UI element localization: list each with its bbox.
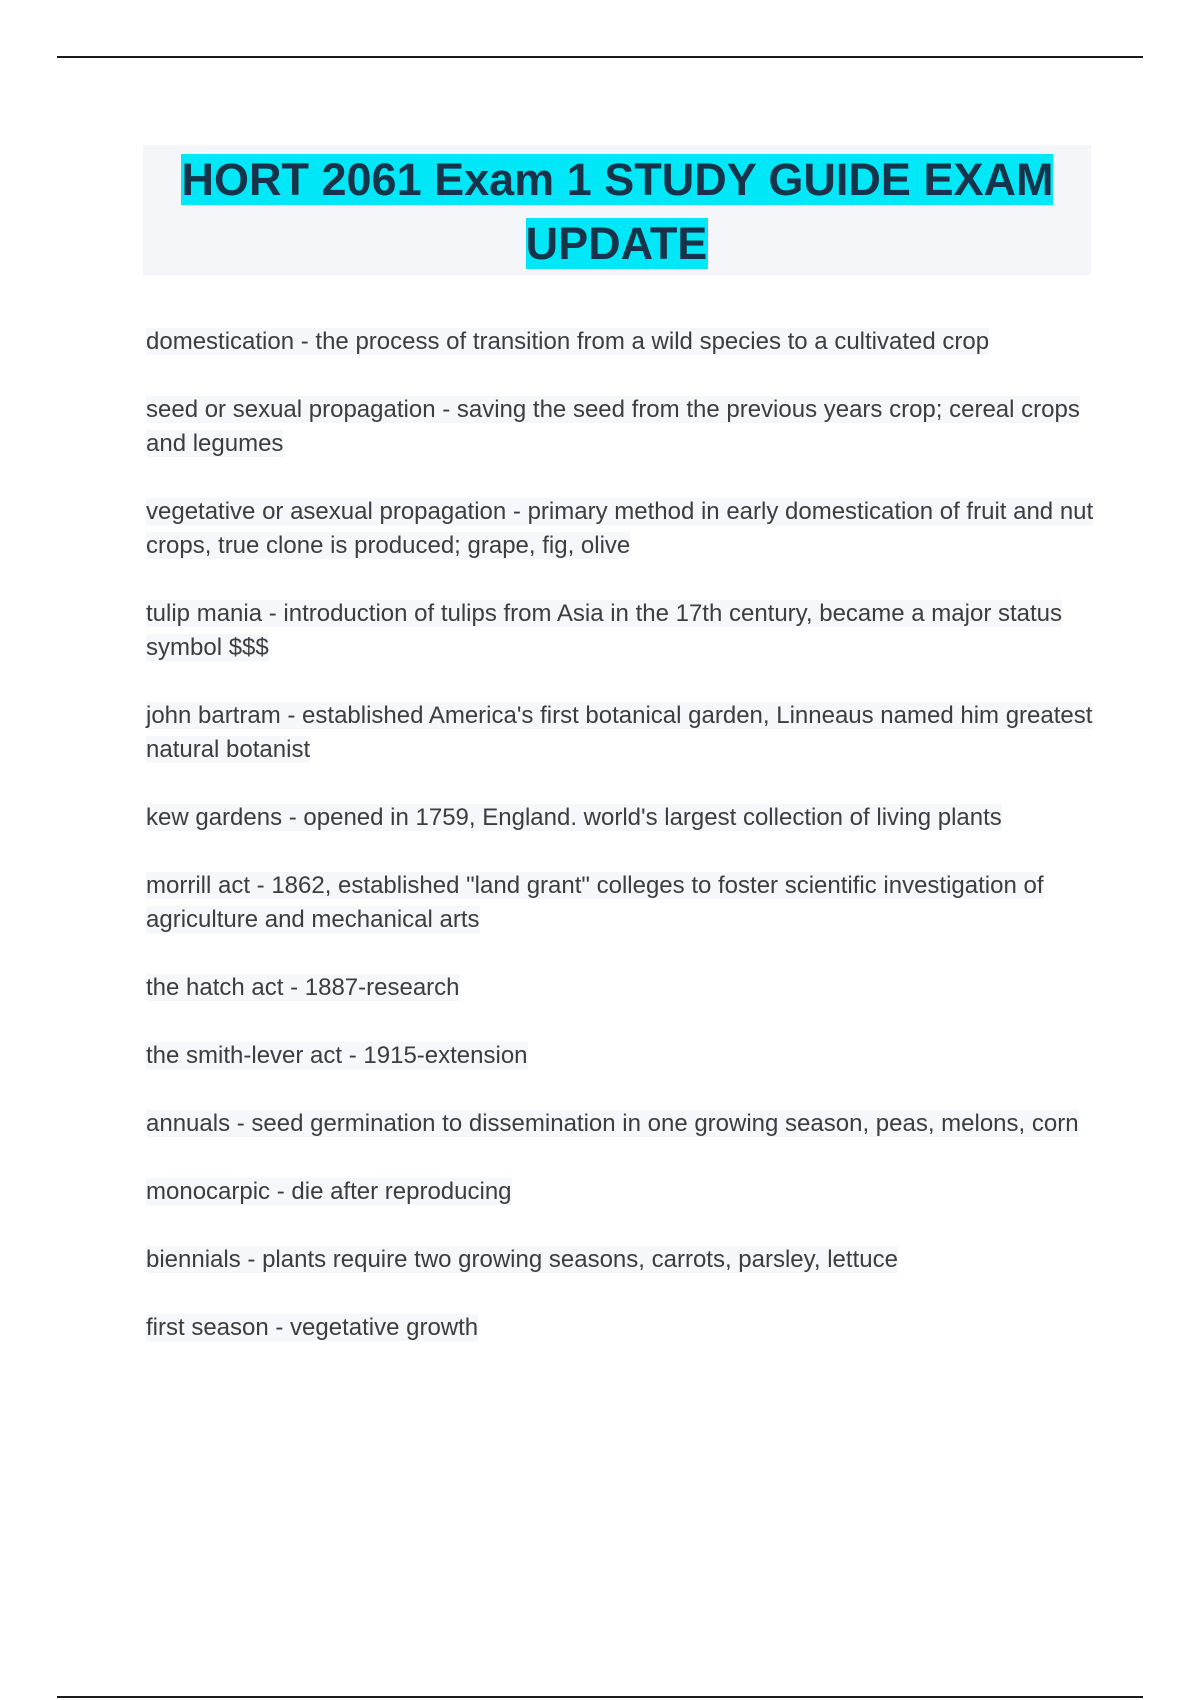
entry-domestication: domestication - the process of transition from a wild species to a cultivated crop (146, 328, 990, 355)
entry-annuals: annuals - seed germination to dissemination in one growing season, peas, melons, corn (146, 1110, 1079, 1137)
study-guide-entries (146, 325, 1101, 1379)
entry-vegetative-propagation: vegetative or asexual propagation - primary method in early domestication of fruit and nut crops, true clone is produced; grape, fig, olive (146, 498, 1094, 559)
entry-first-season: first season - vegetative growth (146, 1314, 479, 1341)
entry-morrill-act: morrill act - 1862, established "land grant" colleges to foster scientific investigation of agriculture and mechanical arts (146, 872, 1044, 933)
entry-tulip-mania: tulip mania - introduction of tulips from Asia in the 17th century, became a major status symbol $$$ (146, 600, 1063, 661)
entry-smith-lever-act: the smith-lever act - 1915-extension (146, 1042, 528, 1069)
entry-hatch-act: the hatch act - 1887-research (146, 974, 460, 1001)
entry-biennials: biennials - plants require two growing seasons, carrots, parsley, lettuce (146, 1246, 898, 1273)
entry-seed-propagation: seed or sexual propagation - saving the seed from the previous years crop; cereal crops and legumes (146, 396, 1080, 457)
document-title (143, 148, 1091, 276)
bottom-rule (57, 1696, 1143, 1698)
entry-monocarpic: monocarpic - die after reproducing (146, 1178, 512, 1205)
entry-kew-gardens: kew gardens - opened in 1759, England. world's largest collection of living plants (146, 804, 1002, 831)
title-highlight: HORT 2061 Exam 1 STUDY GUIDE EXAM UPDATE (181, 154, 1054, 269)
entry-john-bartram: john bartram - established America's first botanical garden, Linneaus named him greatest natural botanist (146, 702, 1093, 763)
top-rule (57, 56, 1143, 58)
